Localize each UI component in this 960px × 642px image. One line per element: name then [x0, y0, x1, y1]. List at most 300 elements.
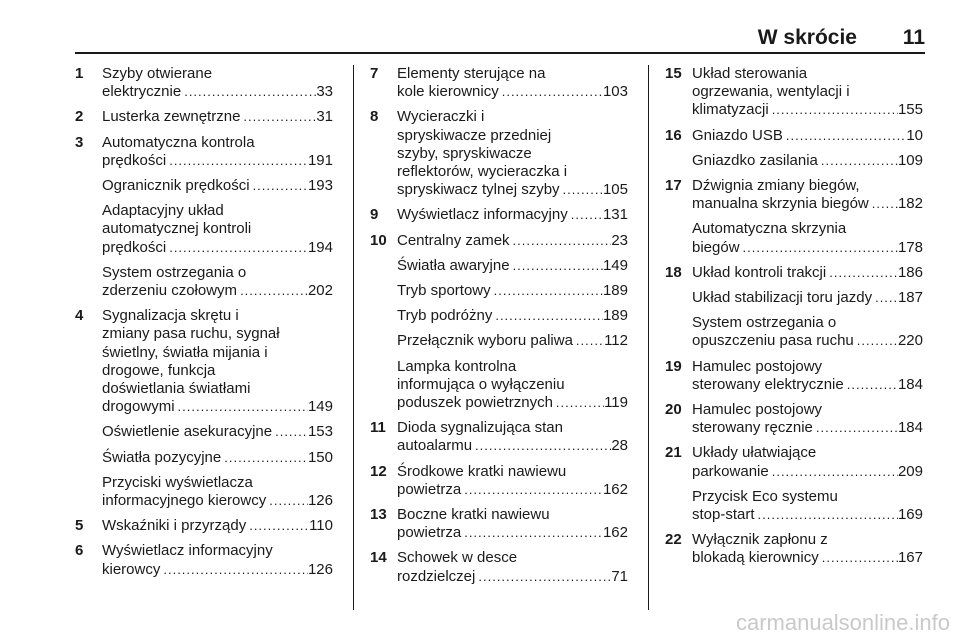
- entry-number: [665, 220, 692, 256]
- index-entry: [75, 307, 333, 416]
- entry-text-line: doświetlania światłami: [102, 380, 251, 398]
- entry-last-line: [397, 232, 628, 250]
- page-reference[interactable]: 187: [897, 289, 923, 307]
- page-reference[interactable]: 109: [897, 151, 923, 169]
- entry-body: [692, 314, 923, 350]
- entry-body: [102, 134, 333, 170]
- page-reference[interactable]: 194: [307, 238, 333, 256]
- entry-body: [397, 257, 628, 275]
- page-reference[interactable]: 155: [897, 101, 923, 119]
- entry-label: elektrycznie: [102, 83, 182, 101]
- dot-leader: [461, 524, 603, 542]
- dot-leader: [472, 437, 611, 455]
- watermark: carmanualsonline.info: [735, 610, 950, 635]
- page-reference[interactable]: 184: [897, 375, 923, 393]
- entry-text-line: Szyby otwierane: [102, 65, 213, 82]
- entry-body: [397, 282, 628, 300]
- entry-body: [102, 108, 333, 126]
- page-reference[interactable]: 153: [307, 423, 333, 441]
- index-entry: [75, 177, 333, 195]
- entry-text-line: Lampka kontrolna: [397, 357, 517, 375]
- entry-label: powietrza: [397, 524, 462, 542]
- dot-leader: [491, 282, 603, 300]
- index-entry: [665, 289, 923, 307]
- index-entry: [665, 531, 923, 567]
- entry-number: 8: [370, 108, 379, 126]
- entry-body: [397, 463, 628, 499]
- entry-last-line: [692, 101, 923, 119]
- entry-last-line: [397, 394, 628, 412]
- entry-label: Światła awaryjne: [397, 256, 510, 274]
- entry-text-line: Środkowe kratki nawiewu: [397, 462, 567, 480]
- entry-text-line: System ostrzegania o: [102, 263, 247, 281]
- entry-number: [75, 423, 102, 441]
- entry-body: [692, 177, 923, 213]
- entry-body: [102, 202, 333, 257]
- dot-leader: [221, 449, 308, 467]
- entry-body: [102, 177, 333, 195]
- page-reference[interactable]: 209: [897, 462, 923, 480]
- entry-last-line: [692, 332, 923, 350]
- index-entry: [665, 177, 923, 213]
- entry-label: kole kierownicy: [397, 83, 499, 101]
- entry-label: rozdzielczej: [397, 567, 476, 585]
- index-entry: [665, 401, 923, 437]
- page-title: W skrócie: [757, 26, 857, 49]
- entry-last-line: [102, 152, 333, 170]
- entry-label: prędkości: [102, 238, 167, 256]
- entry-last-line: [397, 282, 628, 300]
- page-reference[interactable]: 126: [307, 492, 333, 510]
- page-reference[interactable]: 191: [307, 151, 333, 169]
- entry-last-line: [397, 83, 628, 101]
- entry-body: [692, 444, 923, 480]
- entry-body: [102, 423, 333, 441]
- page-reference[interactable]: 131: [602, 206, 628, 224]
- entry-body: [692, 220, 923, 256]
- entry-last-line: [102, 517, 333, 535]
- entry-last-line: [102, 108, 333, 126]
- entry-text-line: drogowe, funkcja: [102, 361, 216, 379]
- entry-label: Tryb sportowy: [397, 282, 491, 300]
- entry-last-line: [102, 561, 333, 579]
- entry-last-line: [102, 83, 333, 101]
- entry-label: Tryb podróżny: [397, 307, 493, 325]
- index-column-1: [75, 65, 333, 586]
- index-entry: [370, 257, 628, 275]
- index-entry: [370, 419, 628, 455]
- entry-label: Ogranicznik prędkości: [102, 177, 250, 195]
- entry-text-line: Schowek w desce: [397, 549, 518, 567]
- dot-leader: [568, 206, 603, 224]
- entry-body: [692, 65, 923, 120]
- dot-leader: [181, 83, 316, 101]
- entry-text-line: Układ sterowania: [692, 65, 808, 82]
- page-reference[interactable]: 193: [307, 177, 333, 195]
- entry-label: drogowymi: [102, 398, 175, 416]
- dot-leader: [819, 549, 898, 567]
- entry-text-line: Hamulec postojowy: [692, 401, 823, 419]
- page-reference[interactable]: 178: [897, 238, 923, 256]
- entry-number: 2: [75, 108, 84, 126]
- entry-body: [692, 264, 923, 282]
- entry-number: 16: [665, 126, 682, 144]
- page-reference[interactable]: 189: [602, 282, 628, 300]
- entry-last-line: [102, 492, 333, 510]
- page-number: 11: [902, 26, 925, 49]
- page-reference[interactable]: 150: [307, 448, 333, 466]
- dot-leader: [240, 108, 316, 126]
- entry-body: [397, 419, 628, 455]
- entry-body: [397, 206, 628, 224]
- entry-label: powietrza: [397, 480, 462, 498]
- index-entry: [370, 206, 628, 224]
- dot-leader: [237, 282, 308, 300]
- index-entry: [75, 65, 333, 101]
- entry-number: [370, 332, 397, 350]
- entry-body: [692, 358, 923, 394]
- entry-text-line: Automatyczna kontrola: [102, 133, 255, 151]
- entry-text-line: Układy ułatwiające: [692, 444, 817, 462]
- entry-last-line: [102, 449, 333, 467]
- page-reference[interactable]: 186: [897, 263, 923, 281]
- entry-last-line: [102, 177, 333, 195]
- entry-number: [665, 289, 692, 307]
- page-reference[interactable]: 110: [309, 517, 333, 535]
- entry-last-line: [692, 419, 923, 437]
- entry-body: [102, 264, 333, 300]
- entry-label: sterowany elektrycznie: [692, 375, 844, 393]
- page-reference[interactable]: 184: [897, 419, 923, 437]
- entry-last-line: [692, 264, 923, 282]
- entry-number: 13: [370, 506, 387, 524]
- dot-leader: [869, 195, 898, 213]
- entry-label: Centralny zamek: [397, 231, 510, 249]
- entry-number: [75, 177, 102, 195]
- entry-number: 9: [370, 206, 379, 224]
- index-entry: [75, 474, 333, 510]
- entry-label: Przełącznik wyboru paliwa: [397, 332, 573, 350]
- entry-number: [370, 282, 397, 300]
- entry-label: autoalarmu: [397, 437, 473, 455]
- entry-last-line: [692, 195, 923, 213]
- entry-last-line: [397, 481, 628, 499]
- entry-last-line: [692, 289, 923, 307]
- entry-text-line: Hamulec postojowy: [692, 357, 823, 375]
- entry-last-line: [397, 332, 628, 350]
- entry-body: [102, 449, 333, 467]
- dot-leader: [854, 332, 898, 350]
- entry-text-line: Adaptacyjny układ: [102, 202, 224, 220]
- entry-last-line: [397, 206, 628, 224]
- entry-text-line: spryskiwacze przedniej: [397, 126, 552, 144]
- page-reference[interactable]: 33: [316, 83, 333, 101]
- entry-number: [665, 314, 692, 350]
- dot-leader: [813, 419, 898, 437]
- entry-last-line: [102, 398, 333, 416]
- entry-text-line: Dźwignia zmiany biegów,: [692, 177, 860, 195]
- dot-leader: [755, 506, 898, 524]
- entry-body: [102, 474, 333, 510]
- entry-number: 6: [75, 542, 84, 560]
- entry-number: [370, 358, 397, 413]
- entry-body: [397, 108, 628, 199]
- column-divider: [648, 65, 649, 610]
- entry-number: [370, 307, 397, 325]
- dot-leader: [492, 307, 603, 325]
- dot-leader: [160, 561, 308, 579]
- page-reference[interactable]: 10: [906, 126, 923, 144]
- column-divider: [353, 65, 354, 610]
- entry-last-line: [692, 127, 923, 145]
- entry-last-line: [692, 549, 923, 567]
- index-entry: [75, 423, 333, 441]
- entry-last-line: [397, 257, 628, 275]
- entry-text-line: Boczne kratki nawiewu: [397, 506, 550, 524]
- index-entry: [665, 65, 923, 120]
- entry-body: [692, 127, 923, 145]
- entry-number: 18: [665, 263, 682, 281]
- page-reference[interactable]: 31: [316, 108, 333, 126]
- page-reference[interactable]: 126: [307, 560, 333, 578]
- dot-leader: [461, 481, 603, 499]
- entry-label: Oświetlenie asekuracyjne: [102, 423, 273, 441]
- entry-number: 10: [370, 231, 387, 249]
- index-entry: [370, 307, 628, 325]
- entry-label: spryskiwacz tylnej szyby: [397, 181, 560, 199]
- dot-leader: [872, 289, 898, 307]
- index-column-3: [665, 65, 923, 575]
- entry-number: 3: [75, 133, 84, 151]
- index-entry: [75, 134, 333, 170]
- entry-body: [692, 401, 923, 437]
- index-entry: [665, 220, 923, 256]
- dot-leader: [499, 83, 603, 101]
- entry-number: 19: [665, 357, 682, 375]
- index-entry: [370, 332, 628, 350]
- entry-label: biegów: [692, 238, 740, 256]
- index-entry: [665, 152, 923, 170]
- entry-number: 1: [75, 65, 84, 82]
- entry-last-line: [397, 524, 628, 542]
- page-reference[interactable]: 220: [897, 332, 923, 350]
- dot-leader: [175, 398, 308, 416]
- dot-leader: [272, 423, 308, 441]
- entry-label: Gniazdko zasilania: [692, 151, 818, 169]
- entry-text-line: Elementy sterujące na: [397, 65, 546, 82]
- page-header: [75, 22, 925, 54]
- entry-text-line: ogrzewania, wentylacji i: [692, 83, 850, 101]
- entry-text-line: reflektorów, wycieraczka i: [397, 163, 568, 181]
- page-reference[interactable]: 202: [307, 282, 333, 300]
- entry-text-line: informująca o wyłączeniu: [397, 375, 565, 393]
- index-entry: [75, 517, 333, 535]
- entry-body: [692, 152, 923, 170]
- dot-leader: [560, 181, 603, 199]
- entry-body: [397, 358, 628, 413]
- index-entry: [370, 282, 628, 300]
- entry-label: blokadą kierownicy: [692, 549, 819, 567]
- entry-number: [75, 264, 102, 300]
- entry-label: opuszczeniu pasa ruchu: [692, 332, 854, 350]
- entry-body: [102, 307, 333, 416]
- entry-label: Światła pozycyjne: [102, 448, 222, 466]
- entry-text-line: świetlny, światła mijania i: [102, 343, 268, 361]
- index-entry: [370, 549, 628, 585]
- dot-leader: [844, 376, 898, 394]
- entry-body: [397, 307, 628, 325]
- index-entry: [665, 314, 923, 350]
- entry-label: stop-start: [692, 506, 755, 524]
- entry-label: informacyjnego kierowcy: [102, 492, 267, 510]
- entry-last-line: [692, 376, 923, 394]
- entry-body: [102, 65, 333, 101]
- entry-number: 14: [370, 549, 387, 567]
- dot-leader: [266, 492, 308, 510]
- entry-body: [692, 488, 923, 524]
- entry-label: Układ stabilizacji toru jazdy: [692, 289, 873, 307]
- entry-number: 20: [665, 401, 682, 419]
- dot-leader: [553, 394, 604, 412]
- entry-label: prędkości: [102, 151, 167, 169]
- index-entry: [370, 108, 628, 199]
- page-reference[interactable]: 105: [602, 181, 628, 199]
- page-reference[interactable]: 103: [602, 83, 628, 101]
- entry-last-line: [692, 152, 923, 170]
- entry-label: parkowanie: [692, 462, 769, 480]
- page-reference[interactable]: 169: [897, 506, 923, 524]
- index-entry: [75, 449, 333, 467]
- entry-label: Gniazdo USB: [692, 126, 783, 144]
- index-entry: [370, 358, 628, 413]
- entry-body: [102, 517, 333, 535]
- entry-text-line: Wyświetlacz informacyjny: [102, 542, 273, 560]
- entry-body: [102, 542, 333, 578]
- dot-leader: [510, 257, 603, 275]
- dot-leader: [769, 101, 898, 119]
- page-reference[interactable]: 71: [611, 567, 628, 585]
- entry-last-line: [397, 181, 628, 199]
- entry-text-line: Przyciski wyświetlacza: [102, 473, 253, 491]
- page-reference[interactable]: 167: [897, 549, 923, 567]
- index-entry: [665, 127, 923, 145]
- entry-text-line: zmiany pasa ruchu, sygnał: [102, 325, 280, 343]
- entry-number: 15: [665, 65, 682, 82]
- index-entry: [665, 264, 923, 282]
- dot-leader: [740, 239, 898, 257]
- index-entry: [75, 202, 333, 257]
- entry-number: 12: [370, 462, 387, 480]
- entry-number: [665, 488, 692, 524]
- entry-last-line: [397, 437, 628, 455]
- entry-body: [397, 232, 628, 250]
- page-reference[interactable]: 189: [602, 307, 628, 325]
- entry-number: 4: [75, 307, 84, 325]
- entry-last-line: [692, 506, 923, 524]
- entry-number: [665, 152, 692, 170]
- dot-leader: [250, 177, 308, 195]
- dot-leader: [166, 152, 308, 170]
- index-entry: [75, 108, 333, 126]
- entry-body: [397, 549, 628, 585]
- entry-last-line: [102, 423, 333, 441]
- entry-number: 11: [370, 419, 386, 437]
- entry-label: Układ kontroli trakcji: [692, 263, 827, 281]
- dot-leader: [826, 264, 898, 282]
- entry-text-line: automatycznej kontroli: [102, 220, 252, 238]
- index-entry: [75, 264, 333, 300]
- page-reference[interactable]: 149: [602, 256, 628, 274]
- entry-number: [75, 449, 102, 467]
- entry-number: [75, 474, 102, 510]
- dot-leader: [769, 463, 898, 481]
- dot-leader: [475, 568, 611, 586]
- page-reference[interactable]: 149: [307, 398, 333, 416]
- entry-text-line: Sygnalizacja skrętu i: [102, 307, 239, 325]
- index-entry: [665, 444, 923, 480]
- entry-last-line: [102, 282, 333, 300]
- entry-last-line: [692, 239, 923, 257]
- page-reference[interactable]: 23: [611, 231, 628, 249]
- entry-number: [370, 257, 397, 275]
- page-reference[interactable]: 112: [604, 332, 628, 350]
- entry-label: sterowany ręcznie: [692, 419, 813, 437]
- entry-text-line: Przycisk Eco systemu: [692, 487, 838, 505]
- entry-text-line: Automatyczna skrzynia: [692, 220, 847, 238]
- index-entry: [370, 463, 628, 499]
- entry-label: kierowcy: [102, 560, 161, 578]
- index-entry: [370, 232, 628, 250]
- index-entry: [75, 542, 333, 578]
- entry-text-line: Wycieraczki i: [397, 108, 485, 126]
- entry-number: 21: [665, 444, 682, 462]
- dot-leader: [166, 239, 308, 257]
- entry-last-line: [397, 307, 628, 325]
- page-reference[interactable]: 162: [602, 524, 628, 542]
- entry-label: Wskaźniki i przyrządy: [102, 517, 247, 535]
- entry-body: [692, 289, 923, 307]
- dot-leader: [783, 127, 906, 145]
- entry-label: manualna skrzynia biegów: [692, 195, 869, 213]
- index-entry: [665, 488, 923, 524]
- dot-leader: [573, 332, 604, 350]
- dot-leader: [510, 232, 612, 250]
- page-reference[interactable]: 28: [611, 437, 628, 455]
- entry-body: [692, 531, 923, 567]
- page-reference[interactable]: 162: [602, 480, 628, 498]
- entry-text-line: Dioda sygnalizująca stan: [397, 419, 563, 437]
- entry-text-line: Wyłącznik zapłonu z: [692, 531, 828, 549]
- entry-text-line: szyby, spryskiwacze: [397, 144, 532, 162]
- entry-label: klimatyzacji: [692, 101, 769, 119]
- entry-last-line: [692, 463, 923, 481]
- entry-text-line: System ostrzegania o: [692, 314, 837, 332]
- entry-label: poduszek powietrznych: [397, 394, 553, 412]
- entry-body: [397, 332, 628, 350]
- entry-number: 17: [665, 177, 682, 195]
- entry-last-line: [102, 239, 333, 257]
- entry-number: 5: [75, 517, 84, 535]
- page-reference[interactable]: 182: [897, 195, 923, 213]
- entry-body: [397, 506, 628, 542]
- index-column-2: [370, 65, 628, 593]
- entry-last-line: [397, 568, 628, 586]
- dot-leader: [818, 152, 898, 170]
- page-reference[interactable]: 119: [604, 394, 628, 412]
- entry-label: Lusterka zewnętrzne: [102, 108, 241, 126]
- index-entry: [665, 358, 923, 394]
- dot-leader: [246, 517, 309, 535]
